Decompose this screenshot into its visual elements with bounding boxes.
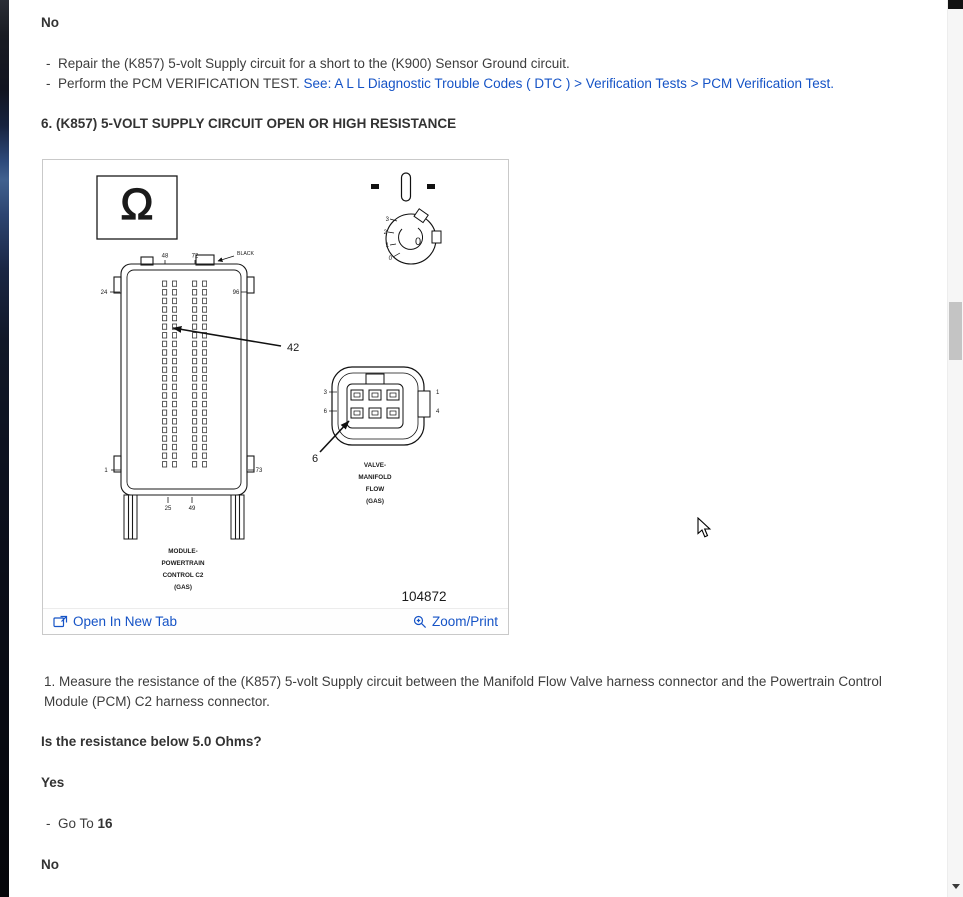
- bullet-perform: [46, 74, 834, 94]
- zoom-icon: [413, 615, 427, 629]
- pcm-pin-73-label: 73: [255, 468, 262, 474]
- figure-number: 104872: [400, 589, 447, 604]
- valve-connector: [329, 367, 430, 445]
- svg-text:VALVE-: VALVE-: [363, 462, 386, 469]
- window-edge-strip: [0, 0, 9, 897]
- keyway-1-label: 1: [385, 243, 389, 249]
- open-in-new-tab-icon: [53, 615, 68, 628]
- answer-no-label-bottom: No: [41, 857, 59, 872]
- section-heading: 6. (K857) 5-VOLT SUPPLY CIRCUIT OPEN OR HIGH RESISTANCE: [41, 116, 457, 131]
- black-wire-label: BLACK: [236, 251, 254, 257]
- svg-text:(GAS): (GAS): [365, 498, 384, 505]
- pcm-pin-49-label: 49: [188, 506, 195, 512]
- svg-text:POWERTRAIN: POWERTRAIN: [160, 560, 205, 567]
- bullet-repair-text: Repair the (K857) 5-volt Supply circuit for a short to the (K900) Sensor Ground circuit.: [58, 56, 570, 71]
- zoom-print-label: Zoom/Print: [431, 614, 498, 629]
- valve-connector-caption: [358, 462, 392, 505]
- keyway-center-0: 0: [414, 236, 421, 248]
- step-1-instruction: 1. Measure the resistance of the (K857) 5-volt Supply circuit between the Manifold Flow Valve harness connector and the Powertrain Control Module (PCM) C2 harness connector.: [44, 674, 882, 709]
- figure-panel: [42, 159, 509, 635]
- bullet-repair: [46, 54, 570, 74]
- svg-text:MANIFOLD: MANIFOLD: [357, 474, 392, 481]
- vertical-scrollbar[interactable]: [947, 0, 963, 897]
- keyway-0-label: 0: [388, 256, 392, 262]
- scrollbar-down-button[interactable]: [948, 878, 963, 894]
- pcm-pin-72-label: 72: [191, 253, 198, 260]
- down-arrow-icon: [952, 884, 960, 889]
- valve-pin-4-label: 4: [435, 409, 439, 415]
- keyway-2-label: 2: [383, 230, 387, 236]
- goto-step-number: 16: [97, 816, 113, 831]
- scrollbar-top-cap: [948, 0, 963, 9]
- bullet-dash: -: [46, 56, 51, 71]
- omega-glyph: Ω: [120, 180, 153, 229]
- keyway-lock-detail: [371, 173, 441, 264]
- figure-toolbar: [43, 608, 508, 634]
- resistance-question: Is the resistance below 5.0 Ohms?: [41, 734, 262, 749]
- pcm-pin-1-label: 1: [103, 468, 108, 474]
- svg-text:(GAS): (GAS): [173, 584, 192, 591]
- valve-pin-3-label: 3: [323, 390, 327, 396]
- pcm-pin-25-label: 25: [164, 506, 171, 512]
- answer-no-label-top: No: [41, 15, 59, 30]
- open-in-new-tab-label: Open In New Tab: [73, 614, 178, 629]
- pin-42-callout: 42: [286, 342, 299, 354]
- bullet-perform-text: [58, 74, 834, 94]
- goto-text: [58, 814, 113, 834]
- open-in-new-tab-link[interactable]: [53, 614, 177, 629]
- pin-6-callout: 6: [311, 453, 318, 465]
- pcm-pin-48-label: 48: [161, 253, 168, 260]
- omega-symbol: [97, 176, 177, 239]
- keyway-3-label: 3: [385, 217, 389, 223]
- svg-text:CONTROL C2: CONTROL C2: [162, 572, 203, 579]
- valve-pin-6-label: 6: [323, 409, 327, 415]
- connector-wiring-diagram: [44, 161, 508, 609]
- valve-pin-1-label: 1: [435, 390, 439, 396]
- dtc-verification-link[interactable]: See: A L L Diagnostic Trouble Codes ( DTC ) > Verification Tests > PCM Verification Test.: [303, 76, 835, 91]
- bullet-perform-plain: Perform the PCM VERIFICATION TEST.: [58, 76, 304, 91]
- pcm-pin-24-label: 24: [100, 290, 107, 296]
- pcm-connector-caption: [161, 548, 204, 591]
- pcm-pin-96-label: 96: [232, 290, 239, 296]
- bullet-dash: -: [46, 76, 51, 91]
- svg-text:MODULE-: MODULE-: [167, 548, 198, 555]
- scrollbar-thumb[interactable]: [949, 302, 962, 360]
- bullet-goto: [46, 814, 113, 834]
- goto-prefix: Go To: [58, 816, 98, 831]
- mouse-cursor: [697, 517, 714, 540]
- svg-text:FLOW: FLOW: [365, 486, 384, 493]
- pcm-connector: [110, 255, 254, 539]
- answer-yes-label: Yes: [41, 775, 65, 790]
- zoom-print-link[interactable]: [413, 614, 498, 629]
- bullet-dash: -: [46, 816, 51, 831]
